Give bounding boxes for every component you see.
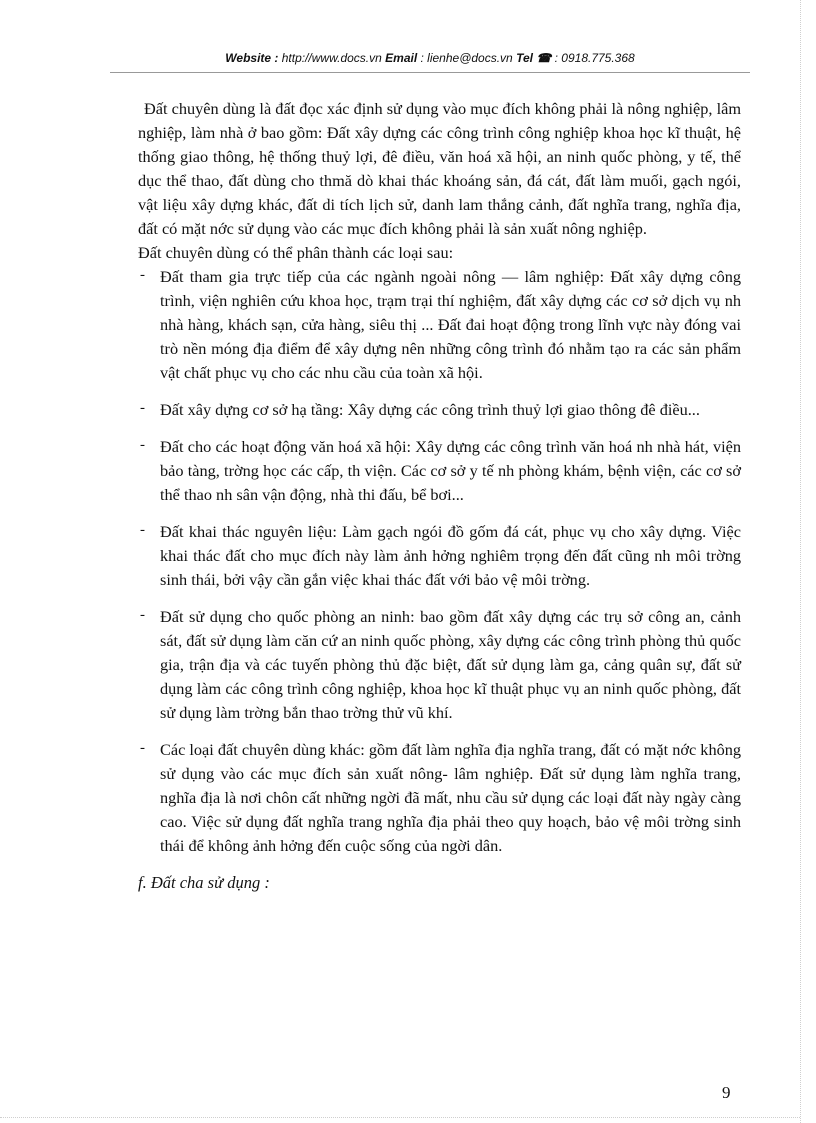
header-divider bbox=[110, 72, 750, 73]
bullet-marker: - bbox=[140, 522, 145, 538]
list-lead: Đất chuyên dùng có thể phân thành các loại sau: bbox=[138, 243, 454, 262]
document-body bbox=[138, 97, 741, 912]
list-item bbox=[138, 605, 741, 725]
list-item-text: Đất khai thác nguyên liệu: Làm gạch ngói đồ gốm đá cát, phục vụ cho xây dựng. Việc khai thác đất cho mục đích này làm ảnh hởng nghiêm trọng đến đất cũng nh môi trờng sinh thái, bởi vậy cần gắn việc khai thác đất với bảo vệ môi trờng. bbox=[160, 522, 741, 589]
list-item-text: Đất sử dụng cho quốc phòng an ninh: bao gồm đất xây dựng các trụ sở công an, cảnh sát, đất sử dụng làm căn cứ an ninh quốc phòng, xây dựng các công trình phòng thủ quốc gia, trận địa và các tuyến phòng thủ đặc biệt, đất sử dụng làm ga, cảng quân sự, đất sử dụng làm các công trình công nghiệp, khoa học kĩ thuật phục vụ an ninh quốc phòng, đất sử dụng làm trờng bắn thao trờng thử vũ khí. bbox=[160, 607, 741, 722]
website-url[interactable]: http://www.docs.vn bbox=[281, 51, 382, 65]
bullet-marker: - bbox=[140, 740, 145, 756]
bullet-marker: - bbox=[140, 437, 145, 453]
list-item bbox=[138, 265, 741, 385]
list-item bbox=[138, 398, 741, 422]
list-item-text: Đất xây dựng cơ sở hạ tầng: Xây dựng các công trình thuỷ lợi giao thông đê điều... bbox=[160, 400, 700, 419]
intro-paragraph: Đất chuyên dùng là đất đọc xác định sử dụng vào mục đích không phải là nông nghiệp, lâm nghiệp, làm nhà ở bao gồm: Đất xây dựng các công trình công nghiệp khoa học kĩ thuật, hệ thống giao thông, hệ thống thuỷ lợi, đê điều, văn hoá xã hội, an ninh quốc phòng, y tế, thể dục thể thao, đất dùng cho thmă dò khai thác khoáng sản, đá cát, đất làm muối, gạch ngói, vật liệu xây dựng khác, đất di tích lịch sử, danh lam thắng cảnh, đất nghĩa trang, nghĩa địa, đất có mặt nớc sử dụng vào các mục đích không phải là sản xuất nông nghiệp. bbox=[138, 99, 741, 238]
page-edge-bottom bbox=[0, 1117, 800, 1118]
page-edge-right bbox=[800, 0, 801, 1123]
email-value[interactable]: : lienhe@docs.vn bbox=[420, 51, 513, 65]
list-item-text: Đất tham gia trực tiếp của các ngành ngoài nông — lâm nghiệp: Đất xây dựng công trình, viện nghiên cứu khoa học, trạm trại thí nghiệm, đất xây dựng các cơ sở dịch vụ nh nhà hàng, khách sạn, cửa hàng, siêu thị ... Đất đai hoạt động trong lĩnh vực này đóng vai trò nền móng địa điểm để xây dựng nên những công trình đó nhằm tạo ra các sản phẩm vật chất phục vụ cho các nhu cầu của toàn xã hội. bbox=[160, 267, 741, 382]
list-item bbox=[138, 435, 741, 507]
bullet-marker: - bbox=[140, 400, 145, 416]
list-item-text: Các loại đất chuyên dùng khác: gồm đất làm nghĩa địa nghĩa trang, đất có mặt nớc không sử dụng vào các mục đích sản xuất nông- lâm nghiệp. Đất sử dụng làm nghĩa trang, nghĩa địa là nơi chôn cất những ngời đã mất, nhu cầu sử dụng các loại đất này ngày càng cao. Việc sử dụng đất nghĩa trang nghĩa địa phải theo quy hoạch, bảo vệ môi trờng sinh thái để không ảnh hởng đến cuộc sống của ngời dân. bbox=[160, 740, 742, 855]
email-label: Email bbox=[385, 51, 418, 65]
website-label: Website : bbox=[225, 51, 279, 65]
bullet-marker: - bbox=[140, 267, 145, 283]
land-type-list bbox=[138, 265, 741, 858]
page-number: 9 bbox=[722, 1083, 731, 1102]
list-item bbox=[138, 738, 741, 858]
bullet-marker: - bbox=[140, 607, 145, 623]
page-header bbox=[110, 51, 750, 65]
tel-value: : 0918.775.368 bbox=[554, 51, 635, 65]
phone-icon: ☎ bbox=[536, 51, 552, 65]
section-subheading: f. Đất cha sử dụng : bbox=[138, 873, 270, 892]
list-item bbox=[138, 520, 741, 592]
list-item-text: Đất cho các hoạt động văn hoá xã hội: Xây dựng các công trình văn hoá nh nhà hát, viện bảo tàng, trờng học các cấp, th viện. Các cơ sở y tế nh phòng khám, bệnh viện, các cơ sở thể thao nh sân vận động, nhà thi đấu, bể bơi... bbox=[160, 437, 741, 504]
tel-label: Tel bbox=[516, 51, 533, 65]
